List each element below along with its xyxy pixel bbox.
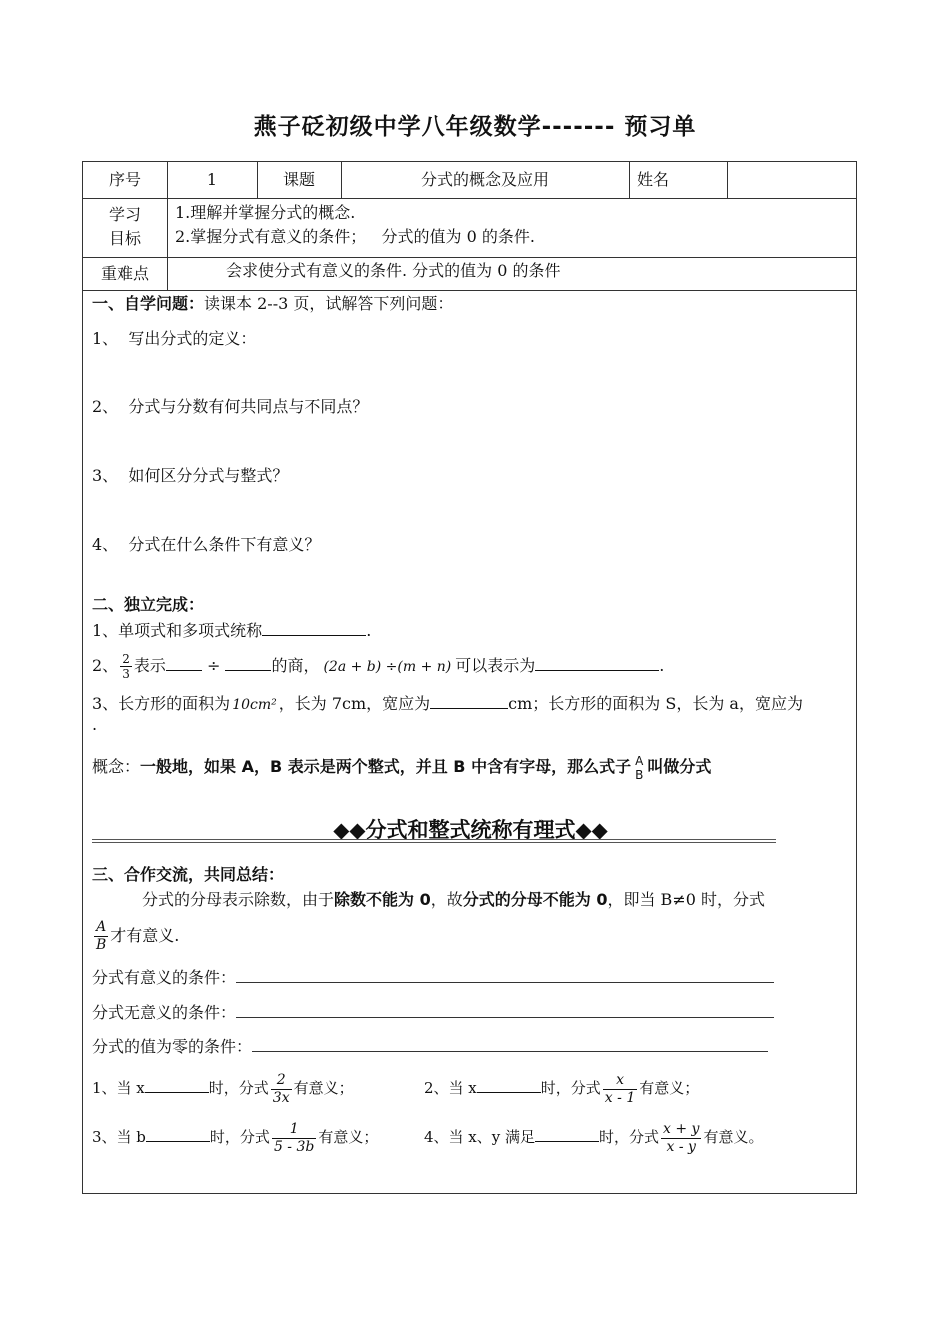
row-divider: [83, 198, 856, 199]
answer-line[interactable]: [236, 1000, 774, 1018]
answer-blank[interactable]: [477, 1076, 541, 1093]
banner-heading: ◆◆分式和整式统称有理式◆◆: [333, 818, 608, 842]
col-divider: [257, 162, 258, 198]
fraction: $\frac{A}{B}$: [96, 919, 107, 953]
keypoints-label: 重难点: [100, 264, 149, 283]
seq-label: 序号: [108, 170, 141, 189]
question-2: 2、 分式与分数有何共同点与不同点？: [92, 397, 369, 416]
question-4: 4、 分式在什么条件下有意义？: [92, 535, 321, 554]
concept: 概念：一般地，如果 A，B 表示是两个整式，并且 B 中含有字母，那么式子 A B 叫做分式: [92, 753, 712, 782]
answer-blank[interactable]: [225, 654, 271, 671]
section2-heading: 二、独立完成：: [92, 595, 205, 614]
exercise-3: 3、长方形的面积为 10cm² ，长为 7cm，宽应为 cm；长方形的面积为 S，长为 a，宽应为: [92, 694, 803, 713]
keypoints-text: 会求使分式有意义的条件. 分式的值为 0 的条件: [226, 261, 561, 280]
condition-3: 分式的值为零的条件：: [92, 1034, 768, 1058]
condition-1: 分式有意义的条件：: [92, 965, 774, 989]
math-expression: 10cm²: [232, 697, 277, 713]
section1: [92, 293, 453, 315]
goal-item-2: 2.掌握分式有意义的条件； 分式的值为 0 的条件.: [175, 227, 535, 246]
practice-4: 4、当 x、y 满足 时，分式 $\frac{x + y}{x - y}$ 有意义。: [424, 1120, 764, 1155]
fraction: $\frac{1}{5 - 3b}$: [273, 1120, 315, 1155]
question-1: 1、 写出分式的定义：: [92, 329, 257, 348]
double-rule: [92, 839, 776, 843]
goals-label-2: 目标: [108, 229, 141, 248]
goal-item-1: 1.理解并掌握分式的概念.: [175, 203, 356, 222]
name-label: 姓名: [637, 170, 670, 189]
seq-value: 1: [206, 170, 218, 189]
page-title: 燕子砭初级中学八年级数学------- 预习单: [253, 114, 697, 140]
exercise-1: 1、单项式和多项式统称 .: [92, 621, 372, 640]
question-3: 3、 如何区分分式与整式？: [92, 466, 289, 485]
answer-blank[interactable]: [262, 619, 366, 636]
answer-line[interactable]: [236, 965, 774, 983]
goals-label-1: 学习: [108, 205, 141, 224]
answer-line[interactable]: [252, 1034, 768, 1052]
practice-1: 1、当 x 时，分式 $\frac{2}{3x}$ 有意义；: [92, 1071, 354, 1106]
section3-paragraph-2: $\frac{A}{B}$ 才有意义.: [96, 919, 180, 953]
section1-heading: 一、自学问题：: [92, 294, 205, 313]
answer-blank[interactable]: [430, 692, 508, 709]
col-divider: [629, 162, 630, 198]
answer-blank[interactable]: [146, 1125, 210, 1142]
fraction: $\frac{x}{x - 1}$: [604, 1071, 636, 1106]
section1-intro: 读课本 2--3 页，试解答下列问题：: [204, 294, 454, 313]
answer-blank[interactable]: [166, 654, 202, 671]
answer-blank[interactable]: [535, 654, 659, 671]
exercise-2: 2、 $\frac{2}{3}$ 表示 ÷ 的商， (2a + b) ÷(m + n) 可以表示为 .: [92, 652, 665, 681]
answer-blank[interactable]: [145, 1076, 209, 1093]
fraction: $\frac{2}{3}$: [122, 652, 130, 681]
fraction: $\frac{x + y}{x - y}$: [663, 1120, 700, 1155]
math-expression: (2a + b) ÷(m + n): [323, 659, 452, 675]
fraction: A B: [635, 753, 644, 782]
topic-label: 课题: [282, 170, 315, 189]
row-divider: [83, 290, 856, 291]
topic-value: 分式的概念及应用: [420, 170, 549, 189]
answer-blank[interactable]: [535, 1125, 599, 1142]
fraction: $\frac{2}{3x}$: [272, 1071, 290, 1106]
practice-2: 2、当 x 时，分式 $\frac{x}{x - 1}$ 有意义；: [424, 1071, 700, 1106]
name-field[interactable]: [728, 162, 857, 198]
row-divider: [83, 257, 856, 258]
condition-2: 分式无意义的条件：: [92, 1000, 774, 1024]
practice-3: 3、当 b 时，分式 $\frac{1}{5 - 3b}$ 有意义；: [92, 1120, 379, 1155]
section3-heading: 三、合作交流，共同总结：: [92, 865, 285, 884]
exercise-3-end: .: [92, 715, 98, 734]
section3-paragraph: 分式的分母表示除数，由于除数不能为 0，故分式的分母不能为 0，即当 B≠0 时，分式: [142, 890, 765, 909]
worksheet-table: [82, 161, 857, 1194]
